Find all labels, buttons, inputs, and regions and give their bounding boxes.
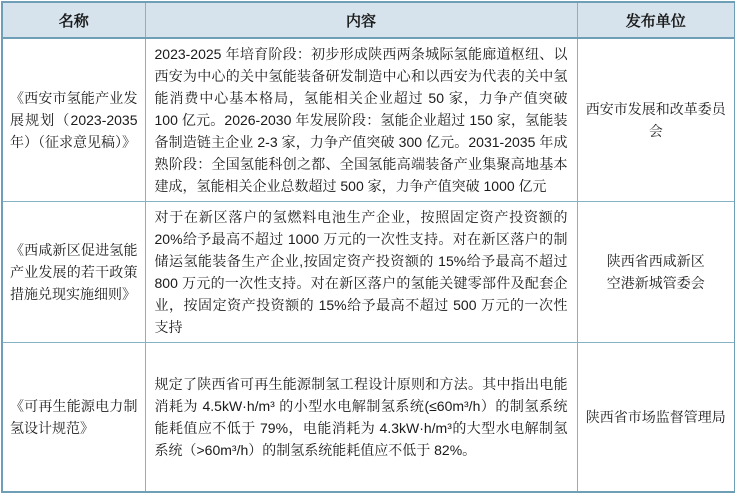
policy-table <box>1 1 735 493</box>
policy-content: 规定了陕西省可再生能源制氢工程设计原则和方法。其中指出电能消耗为 4.5kW·h/m³ 的小型水电解制氢系统(≤60m³/h）的制氢系统能耗值应不低于 79%，电能消耗为 4.3kW·h/m³的大型水电解制氢系统（>60m³/h）的制氢系统能耗值应不低于 82%。 <box>145 343 577 492</box>
publisher-line: 陕西省西咸新区 <box>606 253 705 269</box>
column-header-publisher: 发布单位 <box>577 2 735 38</box>
table-row <box>2 202 735 343</box>
publisher-line: 陕西省市场监督管理局 <box>585 408 726 425</box>
table-row <box>2 343 735 492</box>
policy-name: 《西安市氢能产业发展规划（2023-2035 年）（征求意见稿）》 <box>2 38 145 202</box>
policy-name: 《西咸新区促进氢能产业发展的若干政策措施兑现实施细则》 <box>2 202 145 343</box>
table-header-row <box>2 2 735 38</box>
policy-publisher <box>577 202 735 343</box>
policy-publisher <box>577 38 735 202</box>
policy-content: 2023-2025 年培育阶段：初步形成陕西两条城际氢能廊道枢纽、以西安为中心的关中氢能装备研发制造中心和以西安为代表的关中氢能消费中心基本格局，氢能相关企业超过 50 家，力争产值突破 100 亿元。2026-2030 年发展阶段：氢能企业超过 150 家，氢能装备制造链主企业 2-3 家，力争产值突破 300 亿元。2031-2035 年成熟阶段：全国氢能科创之都、全国氢能高端装备产业集聚高地基本建成，氢能相关企业总数超过 500 家，力争产值突破 1000 亿元 <box>145 38 577 202</box>
policy-publisher <box>577 343 735 492</box>
policy-content: 对于在新区落户的氢燃料电池生产企业，按照固定资产投资额的 20%给予最高不超过 1000 万元的一次性支持。对在新区落户的制储运氢能装备生产企业,按固定资产投资额的 15%给予最高不超过 800 万元的一次性支持。对在新区落户的氢能关键零部件及配套企业，按固定资产投资额的 15%给予最高不超过 500 万元的一次性支持 <box>145 202 577 343</box>
column-header-name: 名称 <box>2 2 145 38</box>
column-header-content: 内容 <box>145 2 577 38</box>
policy-name: 《可再生能源电力制氢设计规范》 <box>2 343 145 492</box>
table-row <box>2 38 735 202</box>
publisher-line: 空港新城管委会 <box>606 275 705 291</box>
publisher-line: 西安市发展和改革委员会 <box>585 101 726 139</box>
